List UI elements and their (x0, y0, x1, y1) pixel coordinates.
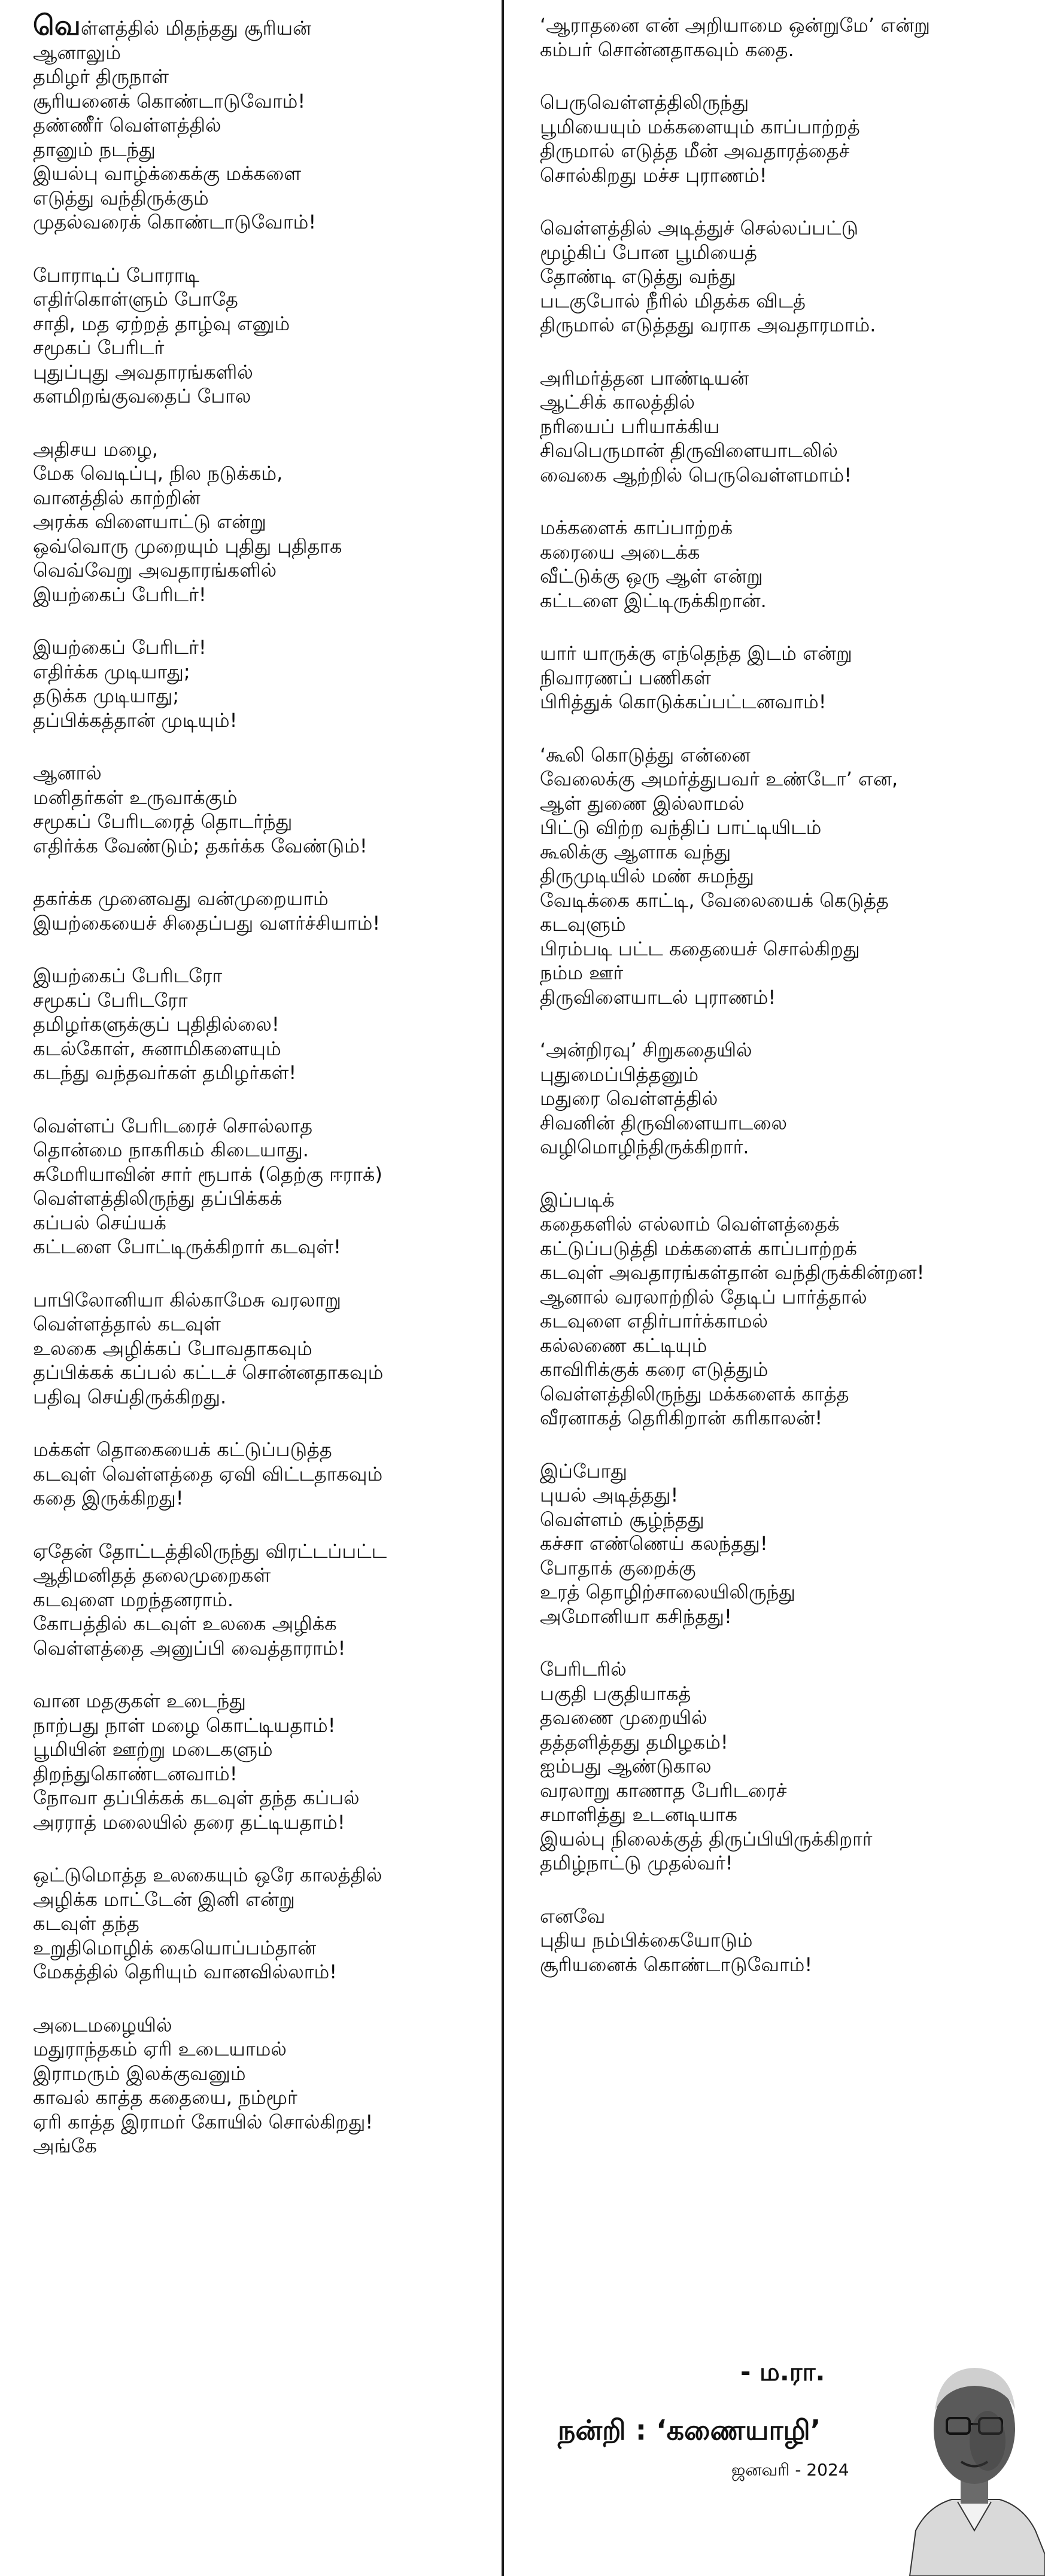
poem-line: இயல்பு வாழ்க்கைக்கு மக்களை (33, 162, 302, 185)
poem-line: சமூகப் பேரிடர் (33, 336, 165, 359)
poem-line: காவல் காத்த கதையை, நம்மூர் (33, 2086, 297, 2109)
poem-stanza (33, 1539, 488, 1661)
signature-block (540, 2351, 899, 2566)
poem-line: உறுதிமொழிக் கையொப்பம்தான் (33, 1936, 317, 1959)
poem-line: வான மதகுகள் உடைந்து (33, 1689, 246, 1712)
poem-line: இயற்கைப் பேரிடர்! (33, 636, 206, 659)
poem-line: ஒட்டுமொத்த உலகையும் ஒரே காலத்தில் (33, 1864, 382, 1886)
poem-line: கடவுள் வெள்ளத்தை ஏவி விட்டதாகவும் (33, 1462, 383, 1485)
poem-line: தமிழர்களுக்குப் புதிதில்லை! (33, 1013, 280, 1036)
poem-line: கூலிக்கு ஆளாக வந்து (540, 840, 731, 863)
poem-line: வேடிக்கை காட்டி, வேலையைக் கெடுத்த (540, 888, 889, 912)
poem-line: இப்படிக் (540, 1188, 615, 1211)
poem-line: தப்பிக்கக் கப்பல் கட்டச் சொன்னதாகவும் (33, 1361, 384, 1384)
poem-line: மதுராந்தகம் ஏரி உடையாமல் (33, 2038, 287, 2060)
poem-line: இராமரும் இலக்குவனும் (33, 2062, 246, 2085)
poem-line: மூழ்கிப் போன பூமியைத் (540, 240, 757, 264)
poem-line: ஆனால் (33, 762, 102, 784)
drop-cap: வெ (33, 9, 81, 41)
poem-line: இப்போது (540, 1459, 627, 1482)
poem-line: வெள்ளத்தை அனுப்பி வைத்தாராம்! (33, 1636, 346, 1660)
poem-line: சமாளித்து உடனடியாக (540, 1803, 737, 1826)
poem-line: ‘ஆராதனை என் அறியாமை ஒன்றுமே’ என்று (540, 14, 930, 36)
poem-line: அழிக்க மாட்டேன் இனி என்று (33, 1887, 295, 1911)
poem-line: தண்ணீர் வெள்ளத்தில் (33, 114, 221, 136)
poem-line: ஏதேன் தோட்டத்திலிருந்து விரட்டப்பட்ட (33, 1539, 387, 1563)
poem-stanza (540, 13, 1019, 62)
poem-line: நரியைப் பரியாக்கிய (540, 415, 720, 438)
poem-line: தமிழ்நாட்டு முதல்வர்! (540, 1852, 733, 1874)
poem-line: எதிர்க்க முடியாது; (33, 660, 190, 683)
poem-stanza (540, 90, 1019, 187)
poem-line: ஐம்பது ஆண்டுகால (540, 1755, 712, 1777)
poem-line: இயற்கையைச் சிதைப்பது வளர்ச்சியாம்! (33, 911, 381, 934)
poem-stanza (33, 437, 488, 607)
poem-line: எடுத்து வந்திருக்கும் (33, 186, 209, 209)
poem-left-column (33, 9, 488, 2187)
poem-line: புதுமைப்பித்தனும் (540, 1062, 699, 1086)
poem-line: தடுக்க முடியாது; (33, 684, 180, 707)
poem-stanza (33, 1114, 488, 1259)
poem-line: தகர்க்க முனைவது வன்முறையாம் (33, 887, 329, 910)
poem-line: கடவுளும் (540, 913, 626, 936)
poem-line: காவிரிக்குக் கரை எடுத்தும் (540, 1358, 768, 1381)
poem-line: திருவிளையாடல் புராணம்! (540, 985, 776, 1009)
poem-line: தமிழர் திருநாள் (33, 65, 169, 88)
poem-line: படகுபோல் நீரில் மிதக்க விடத் (540, 289, 806, 312)
poem-line: வானத்தில் காற்றின் (33, 486, 201, 509)
poem-line: தோண்டி எடுத்து வந்து (540, 265, 736, 288)
poem-stanza (540, 1657, 1019, 1875)
poem-stanza (540, 216, 1019, 337)
poem-line: ஆனாலும் (33, 41, 121, 64)
poem-line: ஆதிமனிதத் தலைமுறைகள் (33, 1564, 271, 1587)
poem-line: இயல்பு நிலைக்குத் திருப்பியிருக்கிறார் (540, 1827, 873, 1850)
poem-line-text: ள்ளத்தில் மிதந்தது சூரியன் (80, 17, 312, 39)
poem-line: கடவுளை எதிர்பார்க்காமல் (540, 1310, 768, 1332)
poem-line: அரிமர்த்தன பாண்டியன் (540, 366, 749, 389)
poem-line: வரலாறு காணாத பேரிடரைச் (540, 1779, 787, 1802)
poem-stanza (33, 635, 488, 732)
poem-stanza (33, 263, 488, 409)
poem-line: பெருவெள்ளத்திலிருந்து (540, 91, 749, 114)
poem-line: சூரியனைக் கொண்டாடுவோம்! (33, 89, 306, 112)
poem-line: வெள்ளத்திலிருந்து தப்பிக்கக் (33, 1187, 282, 1210)
poem-line: அமோனியா கசிந்தது! (540, 1604, 732, 1628)
author-portrait-image (904, 2339, 1045, 2576)
poem-line: நாற்பது நாள் மழை கொட்டியதாம்! (33, 1713, 336, 1737)
poem-line: கட்டளை இட்டிருக்கிறான். (540, 589, 767, 612)
poem-line: பூமியையும் மக்களையும் காப்பாற்றத் (540, 115, 860, 138)
poem-line: தப்பிக்கத்தான் முடியும்! (33, 708, 238, 732)
poem-line: ஆள் துணை இல்லாமல் (540, 791, 745, 815)
poem-line: கடந்து வந்தவர்கள் தமிழர்கள்! (33, 1061, 297, 1084)
poem-line: கடல்கோள், சுனாமிகளையும் (33, 1037, 281, 1060)
poem-line: சாதி, மத ஏற்றத் தாழ்வு எனும் (33, 312, 290, 335)
poem-line: தொன்மை நாகரிகம் கிடையாது. (33, 1138, 309, 1161)
poem-line: கடவுளை மறந்தனராம். (33, 1588, 233, 1611)
poem-line: சூரியனைக் கொண்டாடுவோம்! (540, 1953, 813, 1976)
poem-line (33, 9, 488, 41)
poem-stanza (33, 9, 488, 235)
poem-line: நோவா தப்பிக்கக் கடவுள் தந்த கப்பல் (33, 1786, 360, 1809)
poem-line: வெள்ளத்திலிருந்து மக்களைக் காத்த (540, 1382, 849, 1405)
poem-line: திருமுடியில் மண் சுமந்து (540, 864, 754, 887)
poem-line: அரராத் மலையில் தரை தட்டியதாம்! (33, 1810, 345, 1834)
poem-line: வீரனாகத் தெரிகிறான் கரிகாலன்! (540, 1406, 823, 1429)
poem-line: அங்கே (33, 2135, 97, 2157)
poem-stanza (540, 1188, 1019, 1430)
poem-right-column (540, 13, 1019, 2005)
poem-line: களமிறங்குவதைப் போல (33, 385, 251, 407)
poem-line: கரையை அடைக்க (540, 540, 700, 564)
poem-line: கட்டுப்படுத்தி மக்களைக் காப்பாற்றக் (540, 1237, 857, 1260)
poem-line: கடவுள் அவதாரங்கள்தான் வந்திருக்கின்றன! (540, 1261, 925, 1284)
author-portrait (904, 2339, 1045, 2576)
poem-line: சிவனின் திருவிளையாடலை (540, 1111, 788, 1134)
poem-line: மேக வெடிப்பு, நில நடுக்கம், (33, 462, 283, 485)
poem-line: பாபிலோனியா கில்காமேசு வரலாறு (33, 1288, 341, 1311)
poem-line: சமூகப் பேரிடரோ (33, 988, 188, 1012)
poem-line: சொல்கிறது மச்ச புராணம்! (540, 163, 767, 187)
poem-line: மனிதர்கள் உருவாக்கும் (33, 785, 238, 809)
poem-line: பூமியின் ஊற்று மடைகளும் (33, 1738, 273, 1761)
column-divider (502, 0, 504, 2576)
poem-stanza (540, 516, 1019, 613)
poem-line: இயற்கைப் பேரிடர்! (33, 583, 206, 606)
poem-line: நம்ம ஊர் (540, 961, 624, 984)
poem-line: ஆட்சிக் காலத்தில் (540, 391, 695, 413)
poem-line: கதை இருக்கிறது! (33, 1487, 184, 1509)
poem-line: வெள்ளப் பேரிடரைச் சொல்லாத (33, 1114, 313, 1137)
poem-line: வீட்டுக்கு ஒரு ஆள் என்று (540, 565, 763, 587)
poem-stanza (540, 743, 1019, 1010)
poem-line: வெள்ளத்தில் அடித்துச் செல்லப்பட்டு (540, 217, 858, 239)
poem-line: புயல் அடித்தது! (540, 1484, 679, 1506)
poem-stanza (33, 1438, 488, 1511)
poem-line: திருமால் எடுத்தது வராக அவதாரமாம். (540, 313, 876, 336)
poem-stanza (540, 1038, 1019, 1159)
poem-line: வழிமொழிந்திருக்கிறார். (540, 1135, 749, 1158)
poem-line: தவணை முறையில் (540, 1706, 707, 1729)
poem-line: எனவே (540, 1904, 606, 1928)
poem-stanza (33, 761, 488, 858)
poem-line: வெள்ளம் சூழ்ந்தது (540, 1508, 704, 1531)
poem-line: திறந்துகொண்டனவாம்! (33, 1762, 238, 1785)
poem-line: ஆனால் வரலாற்றில் தேடிப் பார்த்தால் (540, 1285, 867, 1308)
poem-line: எதிர்க்க வேண்டும்; தகர்க்க வேண்டும்! (33, 834, 367, 857)
poem-line: கதைகளில் எல்லாம் வெள்ளத்தைக் (540, 1213, 840, 1235)
poem-line: பிட்டு விற்ற வந்திப் பாட்டியிடம் (540, 816, 822, 839)
poem-line: மக்களைக் காப்பாற்றக் (540, 516, 733, 539)
poem-line: ஒவ்வொரு முறையும் புதிது புதிதாக (33, 534, 342, 558)
poem-line: கட்டளை போட்டிருக்கிறார் கடவுள்! (33, 1235, 341, 1258)
poem-line: கம்பர் சொன்னதாகவும் கதை. (540, 38, 794, 61)
poem-line: புதுப்புது அவதாரங்களில் (33, 360, 253, 383)
poem-line: கப்பல் செய்யக் (33, 1211, 166, 1234)
poem-line: உரத் தொழிற்சாலையிலிருந்து (540, 1581, 795, 1603)
poem-stanza (33, 887, 488, 935)
poem-line: மேகத்தில் தெரியும் வானவில்லாம்! (33, 1960, 338, 1983)
poem-line: கோபத்தில் கடவுள் உலகை அழிக்க (33, 1612, 337, 1635)
poem-line: நிவாரணப் பணிகள் (540, 666, 711, 689)
poem-line: வைகை ஆற்றில் பெருவெள்ளமாம்! (540, 463, 852, 486)
poem-line: புதிய நம்பிக்கையோடும் (540, 1929, 753, 1951)
poem-line: அடைமழையில் (33, 2013, 172, 2036)
author-name: - ம.ரா. (740, 2357, 825, 2386)
poem-line: கச்சா எண்ணெய் கலந்தது! (540, 1532, 768, 1555)
poem-line: பேரிடரில் (540, 1658, 627, 1680)
poem-line: திருமால் எடுத்த மீன் அவதாரத்தைச் (540, 139, 850, 162)
poem-line: சுமேரியாவின் சார் ரூபாக் (தெற்கு ஈராக்) (33, 1162, 382, 1186)
poem-line: பகுதி பகுதியாகத் (540, 1682, 691, 1705)
poem-line: இயற்கைப் பேரிடரோ (33, 964, 223, 987)
poem-line: கடவுள் தந்த (33, 1912, 139, 1935)
poem-line: தத்தளித்தது தமிழகம்! (540, 1730, 728, 1753)
poem-stanza (33, 964, 488, 1085)
poem-line: அதிசய மழை, (33, 437, 159, 461)
poem-stanza (540, 1904, 1019, 1977)
poem-stanza (33, 1288, 488, 1409)
credit-line: நன்றி : ‘கணையாழி’ (558, 2414, 821, 2446)
poem-line: உலகை அழிக்கப் போவதாகவும் (33, 1336, 312, 1360)
poem-stanza (33, 1863, 488, 1984)
poem-line: பிரம்படி பட்ட கதையைச் சொல்கிறது (540, 937, 860, 960)
poem-line: முதல்வரைக் கொண்டாடுவோம்! (33, 211, 317, 233)
poem-stanza (540, 641, 1019, 714)
poem-line: அரக்க விளையாட்டு என்று (33, 510, 266, 533)
poem-line: போதாக் குறைக்கு (540, 1556, 696, 1579)
poem-line: ‘கூலி கொடுத்து என்னை (540, 743, 751, 766)
poem-line: வேலைக்கு அமர்த்துபவர் உண்டோ’ என, (540, 768, 898, 790)
poem-line: ‘அன்றிரவு’ சிறுகதையில் (540, 1039, 752, 1061)
poem-line: பிரித்துக் கொடுக்கப்பட்டனவாம்! (540, 690, 827, 713)
poem-line: கல்லணை கட்டியும் (540, 1333, 707, 1357)
poem-line: மக்கள் தொகையைக் கட்டுப்படுத்த (33, 1438, 332, 1461)
poem-stanza (33, 1689, 488, 1834)
poem-line: எதிர்கொள்ளும் போதே (33, 288, 238, 310)
poem-line: யார் யாருக்கு எந்தெந்த இடம் என்று (540, 642, 852, 665)
poem-line: ஏரி காத்த இராமர் கோயில் சொல்கிறது! (33, 2110, 373, 2133)
poem-line: சமூகப் பேரிடரைத் தொடர்ந்து (33, 810, 293, 833)
poem-line: தானும் நடந்து (33, 138, 156, 161)
poem-line: போராடிப் போராடி (33, 263, 199, 287)
poem-stanza (540, 366, 1019, 488)
poem-line: மதுரை வெள்ளத்தில் (540, 1087, 718, 1110)
poem-line: வெவ்வேறு அவதாரங்களில் (33, 559, 277, 581)
poem-line: வெள்ளத்தால் கடவுள் (33, 1313, 221, 1335)
poem-stanza (33, 2013, 488, 2158)
poem-stanza (540, 1459, 1019, 1629)
credit-date: ஜனவரி - 2024 (731, 2460, 849, 2480)
poem-line: பதிவு செய்திருக்கிறது. (33, 1385, 227, 1408)
poem-line: சிவபெருமான் திருவிளையாடலில் (540, 439, 838, 462)
